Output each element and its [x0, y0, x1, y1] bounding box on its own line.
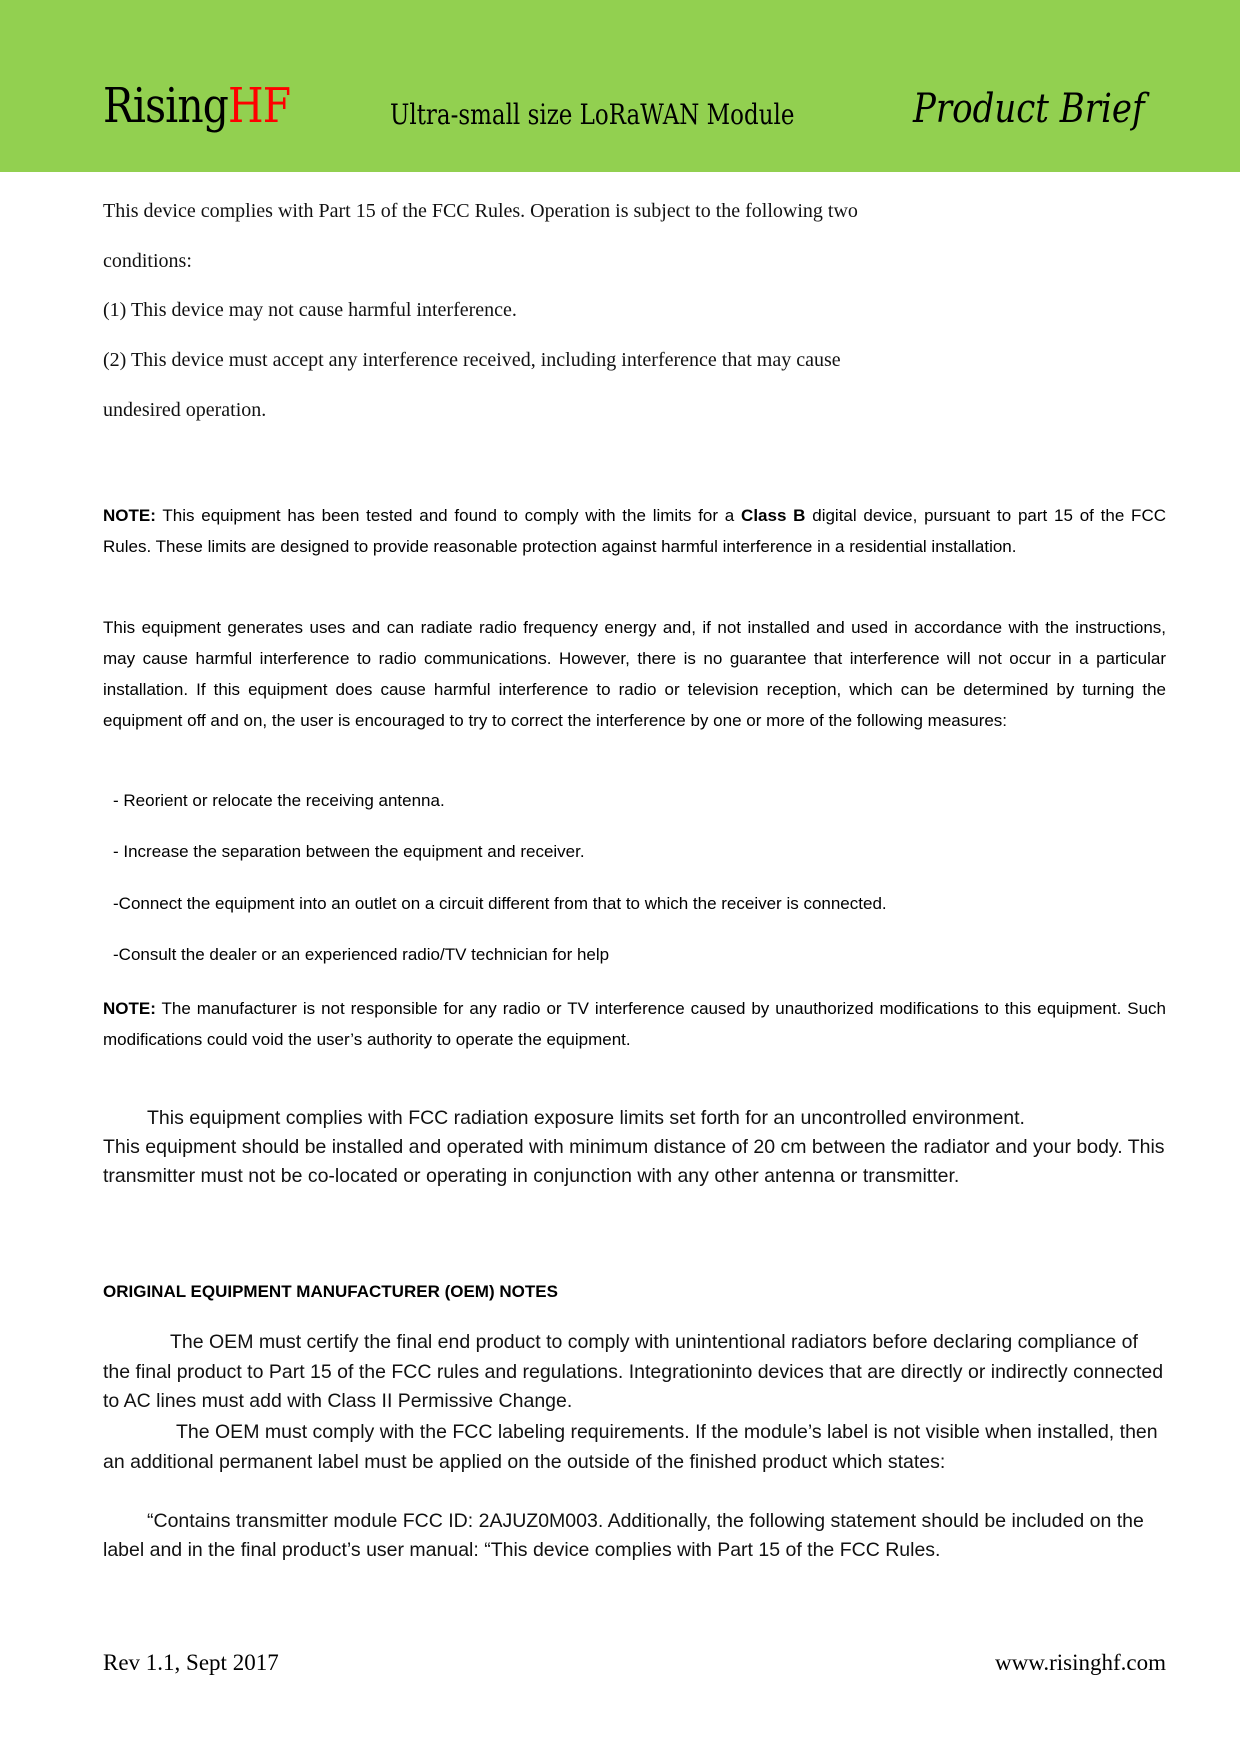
- header-banner: [0, 0, 1240, 172]
- fcc-line: undesired operation.: [103, 399, 267, 421]
- note-text: digital device, pursuant to part 15 of the FCC Rules. These limits are designed to provide reasonable protection against harmful interference in a residential installation.: [103, 506, 1166, 556]
- oem-paragraph: The OEM must comply with the FCC labeling requirements. If the module’s label is not visible when installed, then an additional permanent label must be applied on the outside of the finished product which states:: [103, 1421, 1158, 1473]
- fcc-line: (2) This device must accept any interference received, including interference that may cause: [103, 349, 841, 371]
- oem-paragraph: “Contains transmitter module FCC ID: 2AJUZ0M003. Additionally, the following statement should be included on the label and in the final product’s user manual: “This device complies with Part 15 of the FCC Rules.: [103, 1510, 1144, 1561]
- measure-item: - Reorient or relocate the receiving antenna.: [113, 791, 445, 810]
- fcc-line: (1) This device may not cause harmful interference.: [103, 299, 517, 321]
- footer-revision: Rev 1.1, Sept 2017: [103, 1650, 279, 1675]
- brand-logo: [103, 78, 290, 134]
- exposure-text: This equipment should be installed and operated with minimum distance of 20 cm between the radiator and your body. This transmitter must not be co-located or operating in conjunction with any other antenna or transmitter.: [103, 1136, 1165, 1187]
- note-modifications: [103, 993, 1166, 1055]
- measure-item: -Connect the equipment into an outlet on a circuit different from that to which the receiver is connected.: [113, 894, 887, 913]
- measure-item: - Increase the separation between the equipment and receiver.: [113, 842, 585, 861]
- brand-name: Rising: [103, 78, 229, 134]
- interference-paragraph: This equipment generates uses and can radiate radio frequency energy and, if not installed and used in accordance with the instructions, may cause harmful interference to radio communications. However, there is no guarantee that interference will not occur in a particular installation. If this equipment does cause harmful interference to radio or television reception, which can be determined by turning the equipment off and on, the user is encouraged to try to correct the interference by one or more of the following measures:: [103, 618, 1166, 730]
- exposure-paragraph: [103, 1104, 1166, 1191]
- note-text: This equipment has been tested and found to comply with the limits for a: [155, 506, 742, 525]
- note-class-b: [103, 500, 1166, 562]
- fcc-line: This device complies with Part 15 of the FCC Rules. Operation is subject to the following two: [103, 200, 858, 222]
- note-label: NOTE:: [103, 506, 156, 525]
- brand-name-accent: HF: [228, 78, 291, 134]
- footer-website[interactable]: www.risinghf.com: [995, 1650, 1166, 1675]
- note-label: NOTE:: [103, 999, 156, 1018]
- note-text: The manufacturer is not responsible for any radio or TV interference caused by unauthorized modifications to this equipment. Such modifications could void the user’s authority to operate the equipment.: [103, 999, 1166, 1049]
- exposure-line: This equipment complies with FCC radiation exposure limits set forth for an uncontrolled environment.: [147, 1107, 1025, 1129]
- header-doc-type: Product Brief: [913, 86, 1145, 132]
- class-b-label: Class B: [741, 506, 806, 525]
- oem-heading: ORIGINAL EQUIPMENT MANUFACTURER (OEM) NOTES: [103, 1282, 558, 1301]
- measure-item: -Consult the dealer or an experienced radio/TV technician for help: [113, 945, 610, 964]
- header-subtitle: Ultra-small size LoRaWAN Module: [390, 98, 795, 131]
- oem-paragraph: The OEM must certify the final end product to comply with unintentional radiators before declaring compliance of the final product to Part 15 of the FCC rules and regulations. Integrationinto devices that are directly or indirectly connected to AC lines must add with Class II Permissive Change.: [103, 1331, 1164, 1412]
- fcc-line: conditions:: [103, 250, 192, 272]
